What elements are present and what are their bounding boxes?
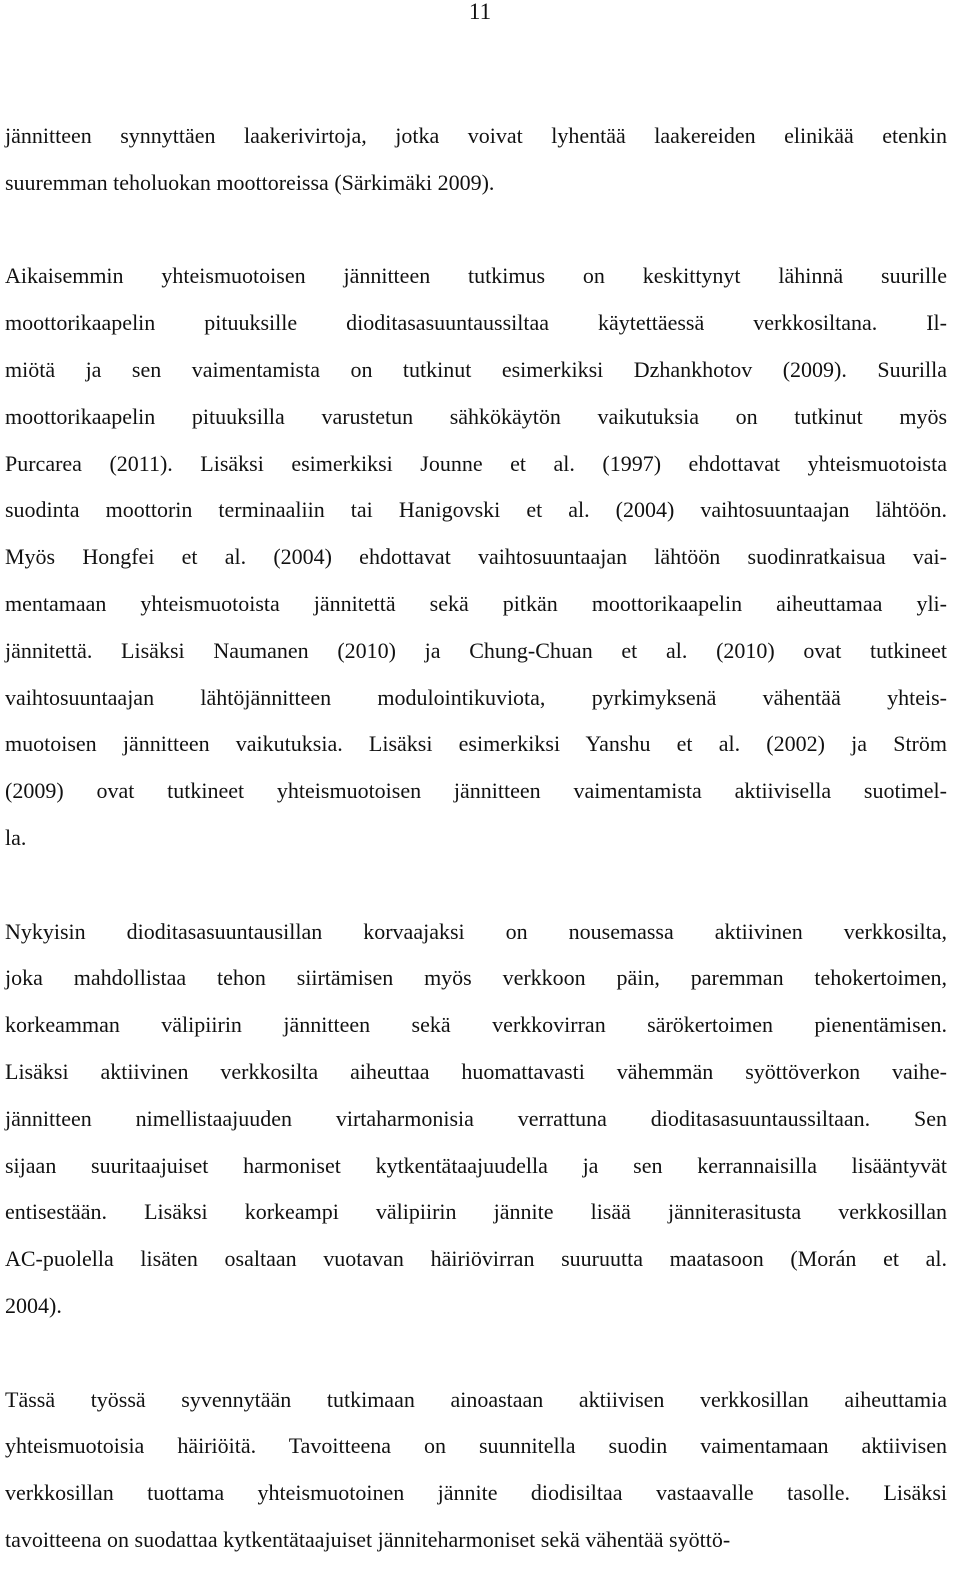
text-line: miötä ja sen vaimentamista on tutkinut esimerkiksi Dzhankhotov (2009). Suurilla bbox=[5, 357, 947, 382]
text-line: Nykyisin dioditasasuuntausillan korvaajaksi on nousemassa aktiivinen verkkosilta, bbox=[5, 919, 947, 944]
text-line: la. bbox=[5, 825, 27, 850]
text-line: korkeamman välipiirin jännitteen sekä verkkovirran särökertoimen pienentämisen. bbox=[5, 1012, 947, 1037]
text-line: muotoisen jännitteen vaikutuksia. Lisäksi esimerkiksi Yanshu et al. (2002) ja Ström bbox=[5, 731, 947, 756]
text-line: entisestään. Lisäksi korkeampi välipiirin jännite lisää jänniterasitusta verkkosillan bbox=[5, 1199, 947, 1224]
text-line: yhteismuotoisia häiriöitä. Tavoitteena on suunnitella suodin vaimentamaan aktiivisen bbox=[5, 1433, 947, 1458]
text-line: vaihtosuuntaajan lähtöjännitteen modulointikuviota, pyrkimyksenä vähentää yhteis- bbox=[5, 685, 947, 710]
text-line: suodinta moottorin terminaaliin tai Hanigovski et al. (2004) vaihtosuuntaajan lähtöön. bbox=[5, 497, 947, 522]
text-line: moottorikaapelin pituuksilla varustetun sähkökäytön vaikutuksia on tutkinut myös bbox=[5, 404, 947, 429]
text-line: AC-puolella lisäten osaltaan vuotavan häiriövirran suuruutta maatasoon (Morán et al. bbox=[5, 1246, 947, 1271]
text-line: verkkosillan tuottama yhteismuotoinen jännite diodisiltaa vastaavalle tasolle. Lisäksi bbox=[5, 1480, 947, 1505]
text-line: Tässä työssä syvennytään tutkimaan ainoastaan aktiivisen verkkosillan aiheuttamia bbox=[5, 1387, 947, 1412]
text-line: moottorikaapelin pituuksille dioditasasuuntaussiltaa käytettäessä verkkosiltana. Il- bbox=[5, 310, 947, 335]
text-line: sijaan suuritaajuiset harmoniset kytkentätaajuudella ja sen kerrannaisilla lisääntyvät bbox=[5, 1153, 947, 1178]
text-line: (2009) ovat tutkineet yhteismuotoisen jännitteen vaimentamista aktiivisella suotimel- bbox=[5, 778, 947, 803]
text-line: mentamaan yhteismuotoista jännitettä sekä pitkän moottorikaapelin aiheuttamaa yli- bbox=[5, 591, 947, 616]
text-line: Aikaisemmin yhteismuotoisen jännitteen tutkimus on keskittynyt lähinnä suurille bbox=[5, 263, 947, 288]
text-line: tavoitteena on suodattaa kytkentätaajuiset jänniteharmoniset sekä vähentää syöttö- bbox=[5, 1527, 731, 1552]
text-line: 2004). bbox=[5, 1293, 62, 1318]
text-line: jännitteen nimellistaajuuden virtaharmonisia verrattuna dioditasasuuntaussiltaan. Sen bbox=[5, 1106, 947, 1131]
text-line: Purcarea (2011). Lisäksi esimerkiksi Jounne et al. (1997) ehdottavat yhteismuotoista bbox=[5, 451, 947, 476]
text-line: Lisäksi aktiivinen verkkosilta aiheuttaa huomattavasti vähemmän syöttöverkon vaihe- bbox=[5, 1059, 947, 1084]
text-line: joka mahdollistaa tehon siirtämisen myös verkkoon päin, paremman tehokertoimen, bbox=[5, 965, 947, 990]
text-line: jännitettä. Lisäksi Naumanen (2010) ja Chung-Chuan et al. (2010) ovat tutkineet bbox=[5, 638, 947, 663]
text-line: suuremman teholuokan moottoreissa (Särkimäki 2009). bbox=[5, 170, 495, 195]
text-line: Myös Hongfei et al. (2004) ehdottavat vaihtosuuntaajan lähtöön suodinratkaisua vai- bbox=[5, 544, 947, 569]
page-number: 11 bbox=[468, 0, 492, 24]
text-line: jännitteen synnyttäen laakerivirtoja, jotka voivat lyhentää laakereiden elinikää etenkin bbox=[5, 123, 947, 148]
